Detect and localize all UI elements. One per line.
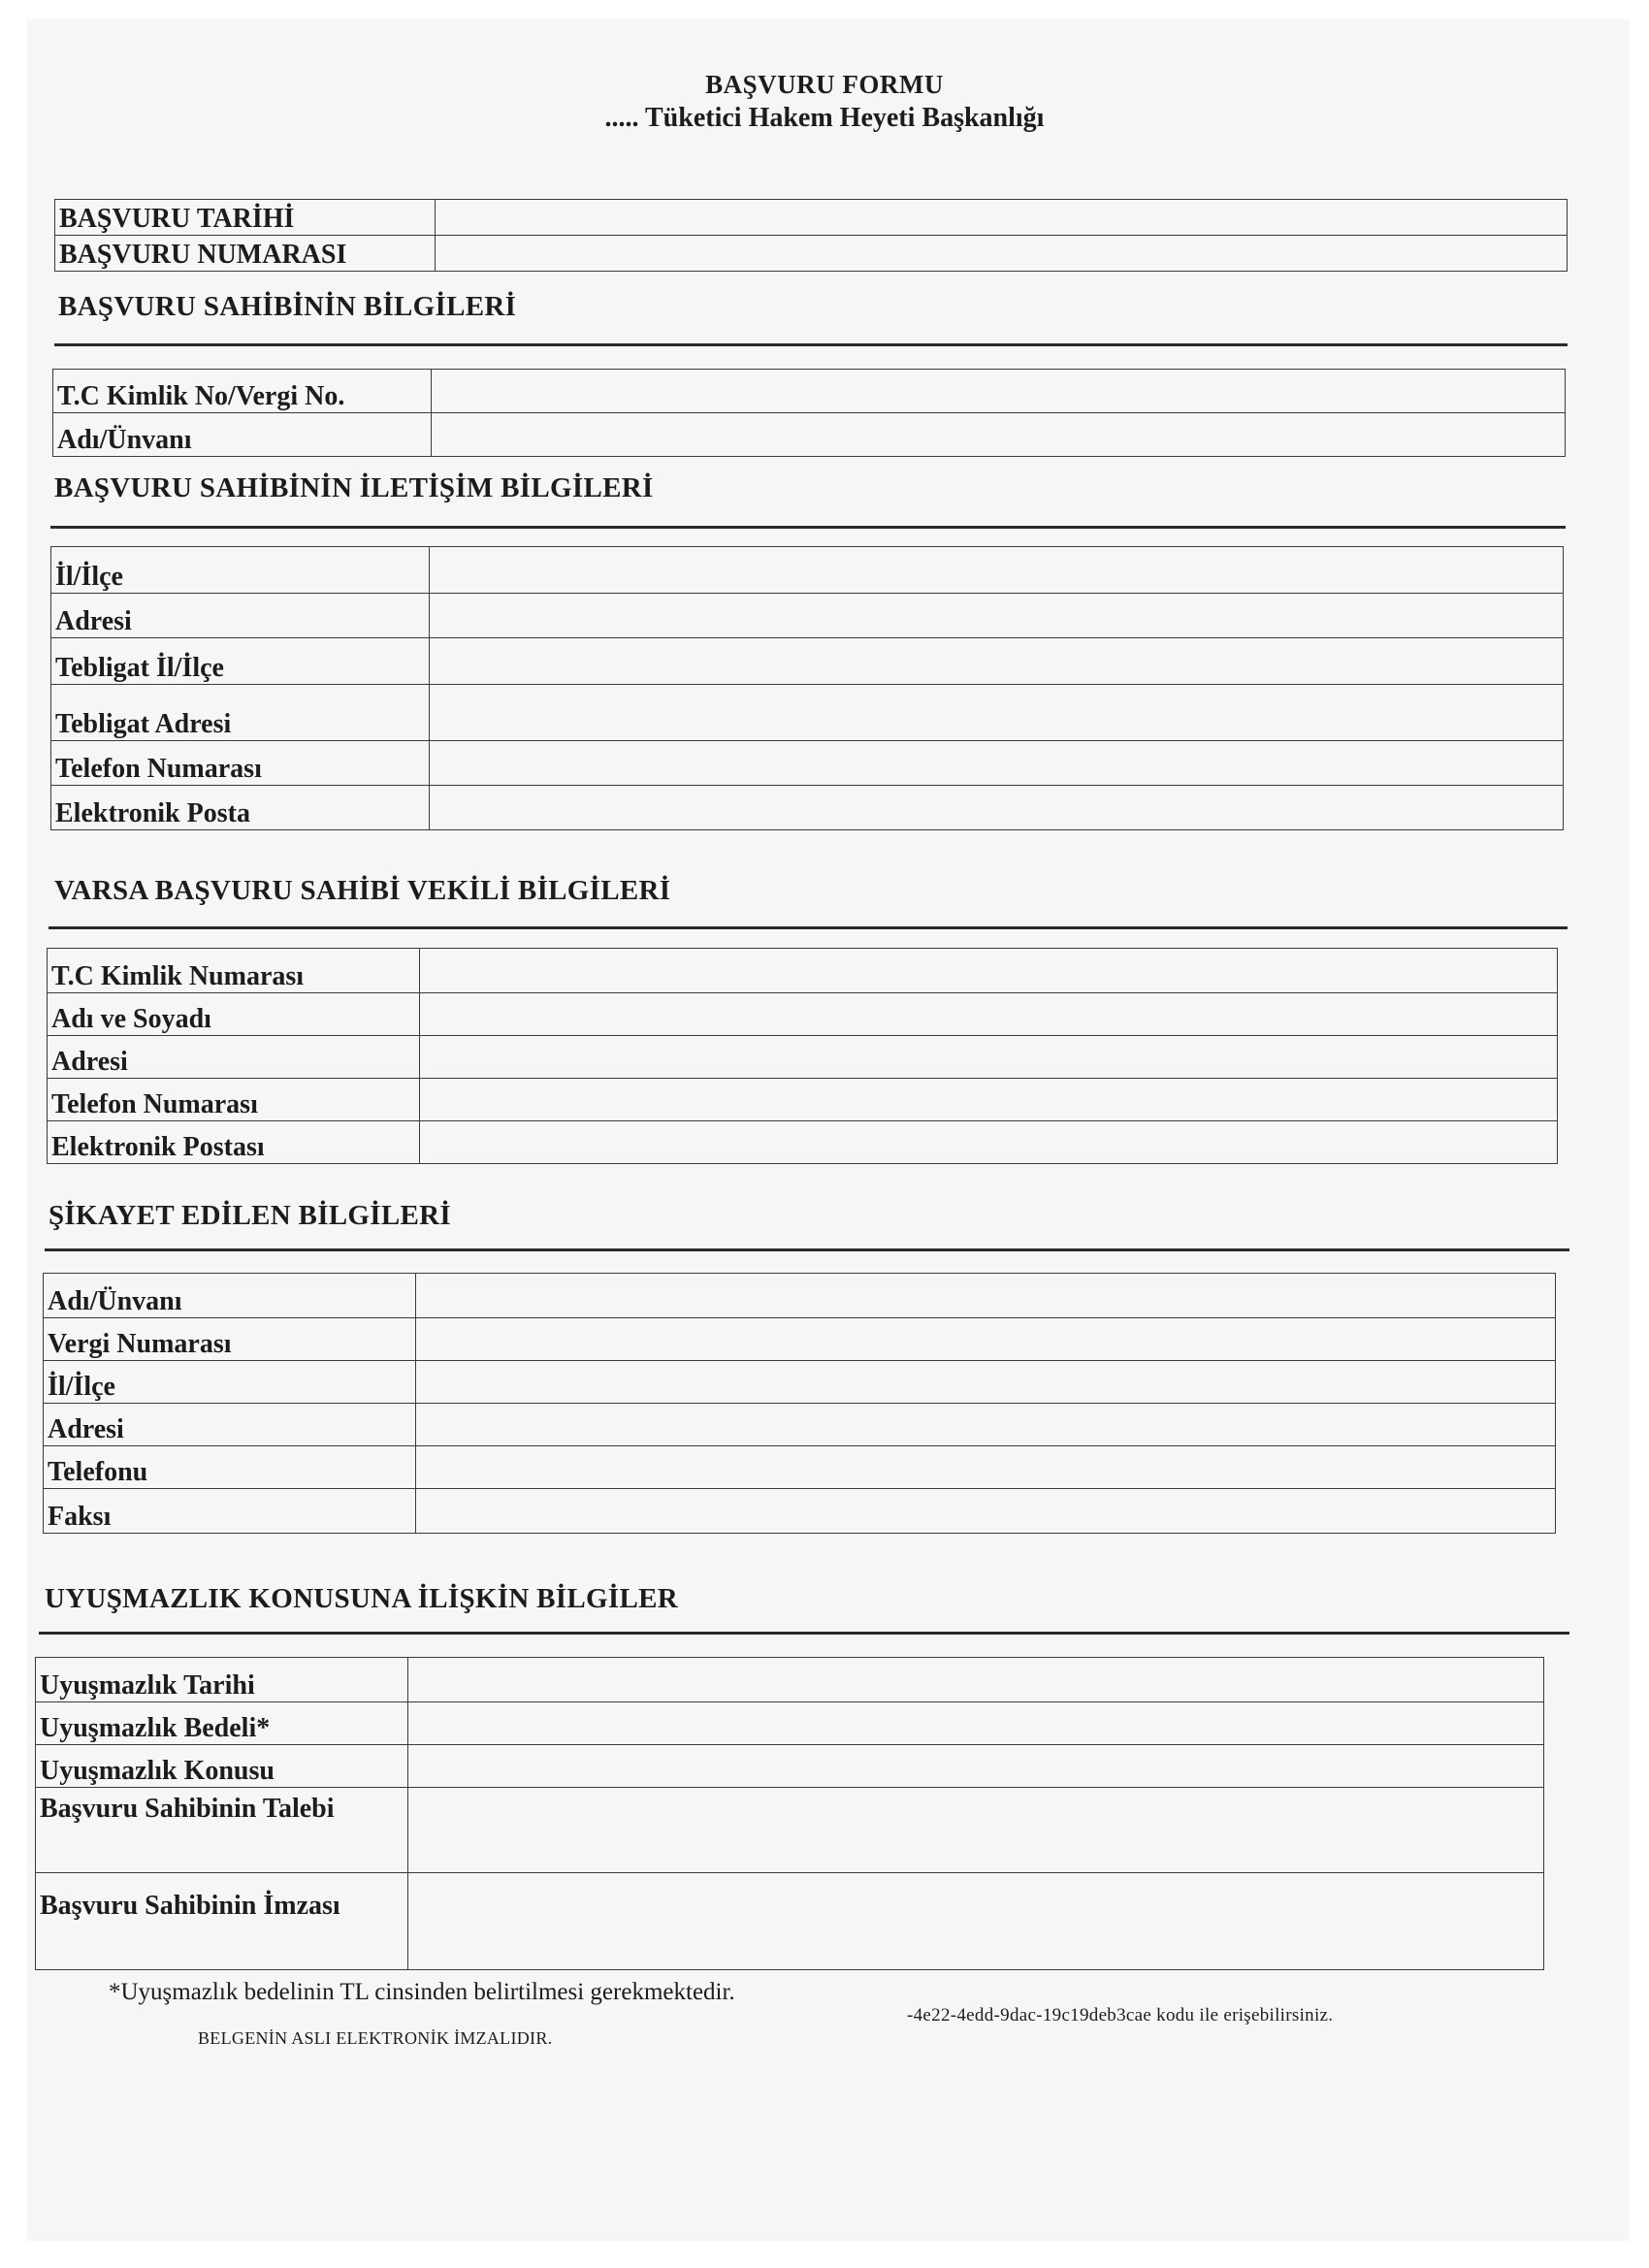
table-row [48,1121,1558,1164]
vekil-eposta-field[interactable] [420,1121,1558,1164]
field-label: Faksı [44,1489,416,1534]
field-label: Elektronik Postası [48,1121,420,1164]
e-signature-notice: BELGENİN ASLI ELEKTRONİK İMZALIDIR. [198,2028,553,2048]
table-row [51,685,1564,741]
table-row [48,993,1558,1036]
field-label: Uyuşmazlık Tarihi [36,1658,408,1702]
table-row [53,413,1566,457]
field-label: Tebligat Adresi [51,685,430,741]
table-row [36,1873,1544,1970]
section-divider [39,1632,1569,1635]
table-row [36,1745,1544,1788]
sikayet-unvan-field[interactable] [416,1274,1556,1318]
field-label: Vergi Numarası [44,1318,416,1361]
dispute-table [35,1657,1544,1970]
field-label: Telefon Numarası [51,741,430,786]
section-divider [50,526,1566,529]
table-row [51,741,1564,786]
table-row [44,1446,1556,1489]
field-label: Adresi [51,594,430,638]
tebligat-adres-field[interactable] [430,685,1564,741]
table-row [48,1036,1558,1079]
field-label: İl/İlçe [51,547,430,594]
footnote: *Uyuşmazlık bedelinin TL cinsinden belirtilmesi gerekmektedir. [109,1979,735,2005]
section-complained: ŞİKAYET EDİLEN BİLGİLERİ [48,1200,451,1231]
adres-field[interactable] [430,594,1564,638]
contact-table [50,546,1564,830]
section-applicant: BAŞVURU SAHİBİNİN BİLGİLERİ [58,291,517,322]
table-row [48,949,1558,993]
section-contact: BAŞVURU SAHİBİNİN İLETİŞİM BİLGİLERİ [54,472,654,503]
telefon-field[interactable] [430,741,1564,786]
form-subtitle: ..... Tüketici Hakem Heyeti Başkanlığı [604,103,1045,133]
table-row [55,236,1568,272]
sikayet-faks-field[interactable] [416,1489,1556,1534]
tebligat-il-ilce-field[interactable] [430,638,1564,685]
uyusmazlik-bedeli-field[interactable] [408,1702,1544,1745]
vekil-telefon-field[interactable] [420,1079,1558,1121]
section-dispute: UYUŞMAZLIK KONUSUNA İLİŞKİN BİLGİLER [45,1583,678,1614]
table-row [55,200,1568,236]
complained-table [43,1273,1556,1534]
table-row [44,1274,1556,1318]
talep-field[interactable] [408,1788,1544,1873]
section-divider [54,343,1568,346]
il-ilce-field[interactable] [430,547,1564,594]
table-row [51,547,1564,594]
eposta-field[interactable] [430,786,1564,830]
section-divider [48,926,1568,929]
table-row [51,638,1564,685]
table-row [36,1658,1544,1702]
field-label: Elektronik Posta [51,786,430,830]
proxy-table [47,948,1558,1164]
uyusmazlik-konusu-field[interactable] [408,1745,1544,1788]
field-label: Tebligat İl/İlçe [51,638,430,685]
sikayet-il-ilce-field[interactable] [416,1361,1556,1404]
adi-unvani-field[interactable] [432,413,1566,457]
field-label: Adı/Ünvanı [44,1274,416,1318]
table-row [36,1702,1544,1745]
form-title: BAŞVURU FORMU [705,70,944,99]
field-label: BAŞVURU NUMARASI [55,236,436,272]
field-label: Telefon Numarası [48,1079,420,1121]
table-row [44,1404,1556,1446]
table-row [36,1788,1544,1873]
field-label: Başvuru Sahibinin İmzası [36,1873,408,1970]
uyusmazlik-tarihi-field[interactable] [408,1658,1544,1702]
sikayet-vergi-field[interactable] [416,1318,1556,1361]
basvuru-numarasi-field[interactable] [436,236,1568,272]
table-row [44,1361,1556,1404]
basvuru-tarihi-field[interactable] [436,200,1568,236]
field-label: BAŞVURU TARİHİ [55,200,436,236]
table-row [44,1489,1556,1534]
table-row [53,370,1566,413]
sikayet-adres-field[interactable] [416,1404,1556,1446]
imza-field[interactable] [408,1873,1544,1970]
table-row [51,786,1564,830]
table-row [48,1079,1558,1121]
verification-code-text: -4e22-4edd-9dac-19c19deb3cae kodu ile erişebilirsiniz. [907,2005,1334,2025]
field-label: Uyuşmazlık Konusu [36,1745,408,1788]
field-label: Uyuşmazlık Bedeli* [36,1702,408,1745]
tc-vergi-field[interactable] [432,370,1566,413]
applicant-table [52,369,1566,457]
field-label: Adı/Ünvanı [53,413,432,457]
section-divider [45,1248,1569,1251]
table-row [51,594,1564,638]
field-label: Adı ve Soyadı [48,993,420,1036]
sikayet-telefon-field[interactable] [416,1446,1556,1489]
field-label: T.C Kimlik No/Vergi No. [53,370,432,413]
vekil-ad-soyad-field[interactable] [420,993,1558,1036]
field-label: İl/İlçe [44,1361,416,1404]
field-label: Adresi [44,1404,416,1446]
vekil-adres-field[interactable] [420,1036,1558,1079]
section-proxy: VARSA BAŞVURU SAHİBİ VEKİLİ BİLGİLERİ [54,875,671,906]
vekil-tc-field[interactable] [420,949,1558,993]
field-label: Telefonu [44,1446,416,1489]
field-label: Adresi [48,1036,420,1079]
field-label: Başvuru Sahibinin Talebi [36,1788,408,1873]
basvuru-table [54,199,1568,272]
table-row [44,1318,1556,1361]
field-label: T.C Kimlik Numarası [48,949,420,993]
